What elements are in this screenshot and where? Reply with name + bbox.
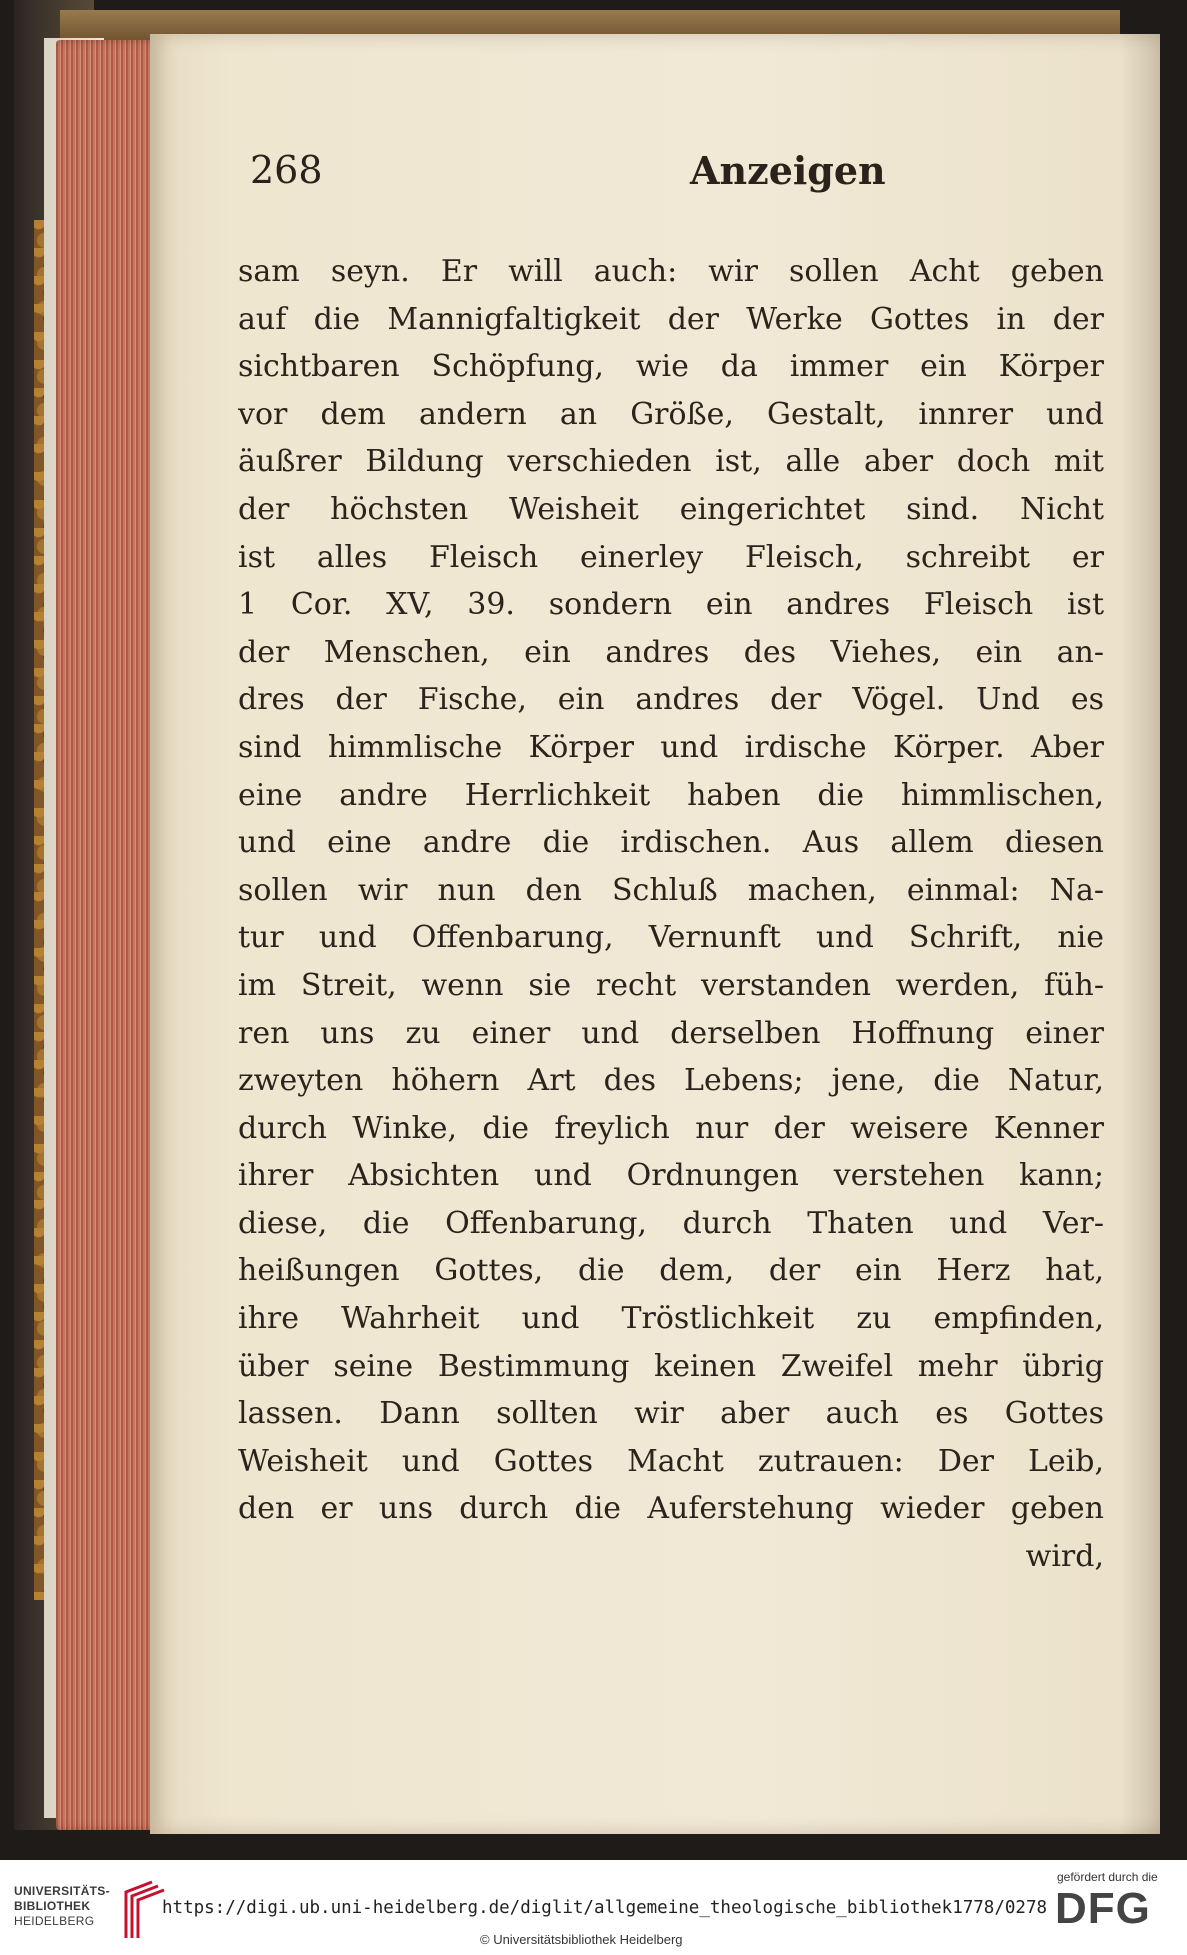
running-head: Anzeigen <box>690 148 886 193</box>
dfg-sponsor[interactable] <box>1055 1870 1175 1950</box>
text-line: durch Winke, die freylich nur der weisere Kenner <box>238 1110 1104 1146</box>
text-line: der Menschen, ein andres des Viehes, ein an- <box>238 634 1104 670</box>
permalink-url[interactable]: https://digi.ub.uni-heidelberg.de/diglit/allgemeine_theologische_bibliothek1778/0278 <box>162 1898 1048 1918</box>
sponsor-text: gefördert durch die <box>1057 1870 1158 1884</box>
text-line: ihrer Absichten und Ordnungen verstehen kann; <box>238 1158 1104 1194</box>
library-emblem-icon <box>118 1878 168 1942</box>
text-line: ihre Wahrheit und Tröstlichkeit zu empfinden, <box>238 1301 1104 1337</box>
text-line: tur und Offenbarung, Vernunft und Schrift, nie <box>238 920 1104 956</box>
page-number: 268 <box>250 148 323 192</box>
copyright-notice: © Universitätsbibliothek Heidelberg <box>480 1932 683 1947</box>
text-line: lassen. Dann sollten wir aber auch es Gottes <box>238 1396 1104 1432</box>
page-body-text <box>238 248 1104 1581</box>
library-name-line3: HEIDELBERG <box>14 1914 95 1928</box>
text-line: diese, die Offenbarung, durch Thaten und Ver- <box>238 1205 1104 1241</box>
text-line: äußrer Bildung verschieden ist, alle aber doch mit <box>238 444 1104 480</box>
text-line: und eine andre die irdischen. Aus allem diesen <box>238 825 1104 861</box>
text-line: 1 Cor. XV, 39. sondern ein andres Fleisch ist <box>238 587 1104 623</box>
text-line: vor dem andern an Größe, Gestalt, innrer und <box>238 396 1104 432</box>
library-name-line1: UNIVERSITÄTS- <box>14 1884 110 1898</box>
text-line: eine andre Herrlichkeit haben die himmlischen, <box>238 777 1104 813</box>
page-header <box>250 140 1092 200</box>
text-line: dres der Fische, ein andres der Vögel. Und es <box>238 682 1104 718</box>
text-line: sichtbaren Schöpfung, wie da immer ein Körper <box>238 349 1104 385</box>
text-line: sollen wir nun den Schluß machen, einmal: Na- <box>238 872 1104 908</box>
text-line: über seine Bestimmung keinen Zweifel mehr übrig <box>238 1348 1104 1384</box>
catchword: wird, <box>1025 1539 1104 1575</box>
dfg-logo: DFG <box>1055 1884 1151 1933</box>
text-line: zweyten höhern Art des Lebens; jene, die Natur, <box>238 1063 1104 1099</box>
text-line: der höchsten Weisheit eingerichtet sind. Nicht <box>238 491 1104 527</box>
library-name-line2: BIBLIOTHEK <box>14 1899 91 1913</box>
text-line: ren uns zu einer und derselben Hoffnung einer <box>238 1015 1104 1051</box>
text-line: Weisheit und Gottes Macht zutrauen: Der Leib, <box>238 1443 1104 1479</box>
text-line: auf die Mannigfaltigkeit der Werke Gottes in der <box>238 301 1104 337</box>
text-line: im Streit, wenn sie recht verstanden werden, füh- <box>238 967 1104 1003</box>
text-line: sind himmlische Körper und irdische Körper. Aber <box>238 729 1104 765</box>
footer-bar <box>0 1860 1187 1955</box>
text-line: heißungen Gottes, die dem, der ein Herz hat, <box>238 1253 1104 1289</box>
text-line: den er uns durch die Auferstehung wieder geben <box>238 1491 1104 1527</box>
text-line: ist alles Fleisch einerley Fleisch, schreibt er <box>238 539 1104 575</box>
text-line: sam seyn. Er will auch: wir sollen Acht geben <box>238 254 1104 289</box>
